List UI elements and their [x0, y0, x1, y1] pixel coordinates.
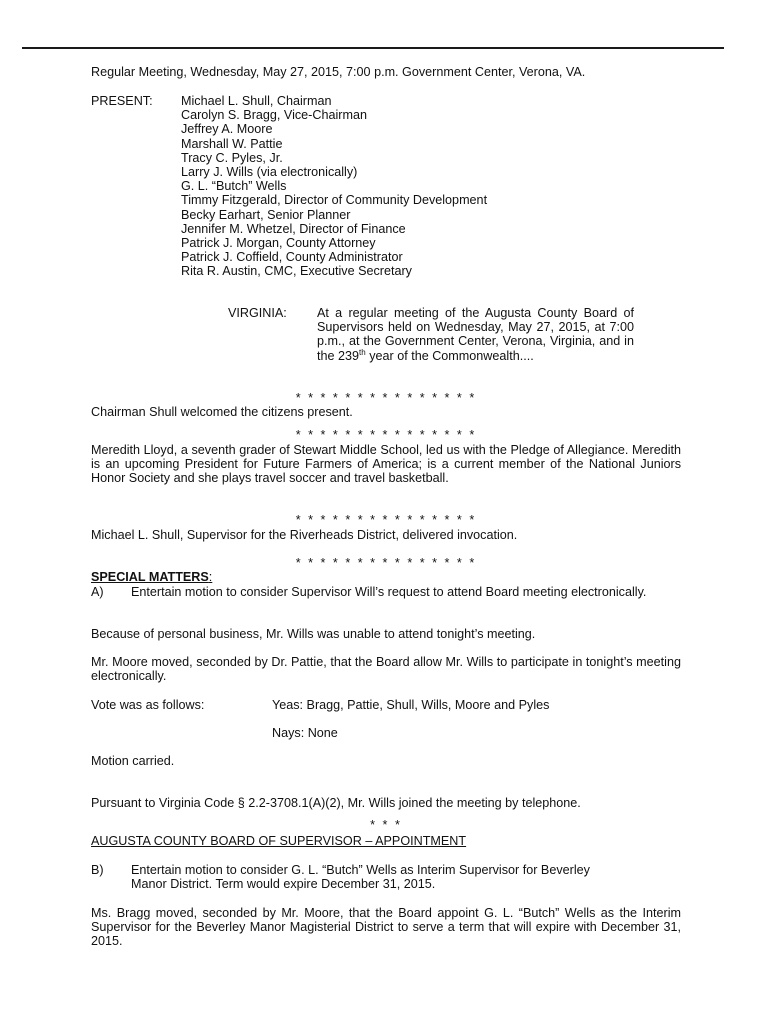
appointment-heading: AUGUSTA COUNTY BOARD OF SUPERVISOR – APPOINTMENT — [91, 834, 467, 848]
present-member: Marshall W. Pattie — [181, 136, 283, 151]
virginia-text-part: year of the Commonwealth.... — [365, 348, 534, 363]
separator: * * * * * * * * * * * * * * * — [295, 391, 477, 405]
pursuant-paragraph: Pursuant to Virginia Code § 2.2-3708.1(A)(2), Mr. Wills joined the meeting by telephone. — [91, 796, 581, 810]
heading-colon: : — [208, 570, 213, 584]
present-label: PRESENT: — [91, 94, 153, 108]
welcome-paragraph: Chairman Shull welcomed the citizens present. — [91, 405, 353, 419]
separator: * * * * * * * * * * * * * * * — [295, 428, 477, 442]
appointment-motion: Ms. Bragg moved, seconded by Mr. Moore, that the Board appoint G. L. “Butch” Wells as the Interim Supervisor for the Beverley Manor Magisterial District to serve a term that will expire with December 31, 2015. — [91, 906, 681, 949]
item-a-letter: A) — [91, 585, 104, 599]
item-b-line2: Manor District. Term would expire December 31, 2015. — [131, 877, 436, 891]
present-member: Becky Earhart, Senior Planner — [181, 207, 351, 222]
personal-business-paragraph: Because of personal business, Mr. Wills was unable to attend tonight’s meeting. — [91, 627, 536, 641]
present-member: Jennifer M. Whetzel, Director of Finance — [181, 221, 406, 236]
item-b-line1: Entertain motion to consider G. L. “Butch” Wells as Interim Supervisor for Beverley — [131, 863, 590, 877]
motion-carried: Motion carried. — [91, 754, 175, 768]
present-member: Tracy C. Pyles, Jr. — [181, 150, 283, 165]
separator: * * * * * * * * * * * * * * * — [295, 513, 477, 527]
present-member: Patrick J. Morgan, County Attorney — [181, 235, 376, 250]
present-member: Rita R. Austin, CMC, Executive Secretary — [181, 264, 412, 279]
invocation-paragraph: Michael L. Shull, Supervisor for the Riverheads District, delivered invocation. — [91, 528, 518, 542]
present-member: Jeffrey A. Moore — [181, 122, 273, 137]
motion-paragraph: Mr. Moore moved, seconded by Dr. Pattie, that the Board allow Mr. Wills to participate in tonight’s meeting electronically. — [91, 655, 681, 684]
special-matters-title: SPECIAL MATTERS — [91, 570, 209, 584]
top-rule — [22, 47, 724, 49]
nays-value: Nays: None — [272, 726, 338, 740]
pledge-paragraph: Meredith Lloyd, a seventh grader of Stewart Middle School, led us with the Pledge of Allegiance. Meredith is an upcoming President for Future Farmers of America; is a current member of the National Juniors Honor Society and she plays travel soccer and travel basketball. — [91, 443, 681, 486]
ordinal-suffix: th — [359, 347, 366, 357]
present-member: Timmy Fitzgerald, Director of Community Development — [181, 193, 488, 208]
vote-label: Vote was as follows: — [91, 698, 205, 712]
present-member: Michael L. Shull, Chairman — [181, 94, 332, 108]
present-list — [181, 94, 487, 278]
virginia-label: VIRGINIA: — [228, 306, 287, 320]
separator: * * * * * * * * * * * * * * * — [295, 556, 477, 570]
yeas-value: Yeas: Bragg, Pattie, Shull, Wills, Moore and Pyles — [272, 698, 550, 712]
item-b-letter: B) — [91, 863, 104, 877]
special-matters-heading — [91, 570, 212, 584]
present-member: G. L. “Butch” Wells — [181, 179, 287, 194]
virginia-text — [317, 306, 634, 363]
meeting-header: Regular Meeting, Wednesday, May 27, 2015, 7:00 p.m. Government Center, Verona, VA. — [91, 65, 586, 79]
separator-short: * * * — [370, 818, 402, 832]
present-member: Patrick J. Coffield, County Administrator — [181, 250, 403, 265]
present-member: Larry J. Wills (via electronically) — [181, 164, 358, 179]
item-a-text: Entertain motion to consider Supervisor Will’s request to attend Board meeting electronically. — [131, 585, 647, 599]
virginia-text-part: At a regular meeting of the Augusta County Board of Supervisors held on Wednesday, May 27, 2015, at 7:00 p.m., at the Government Center, Verona, Virginia, and in the 239 — [317, 306, 634, 363]
present-member: Carolyn S. Bragg, Vice-Chairman — [181, 108, 367, 123]
